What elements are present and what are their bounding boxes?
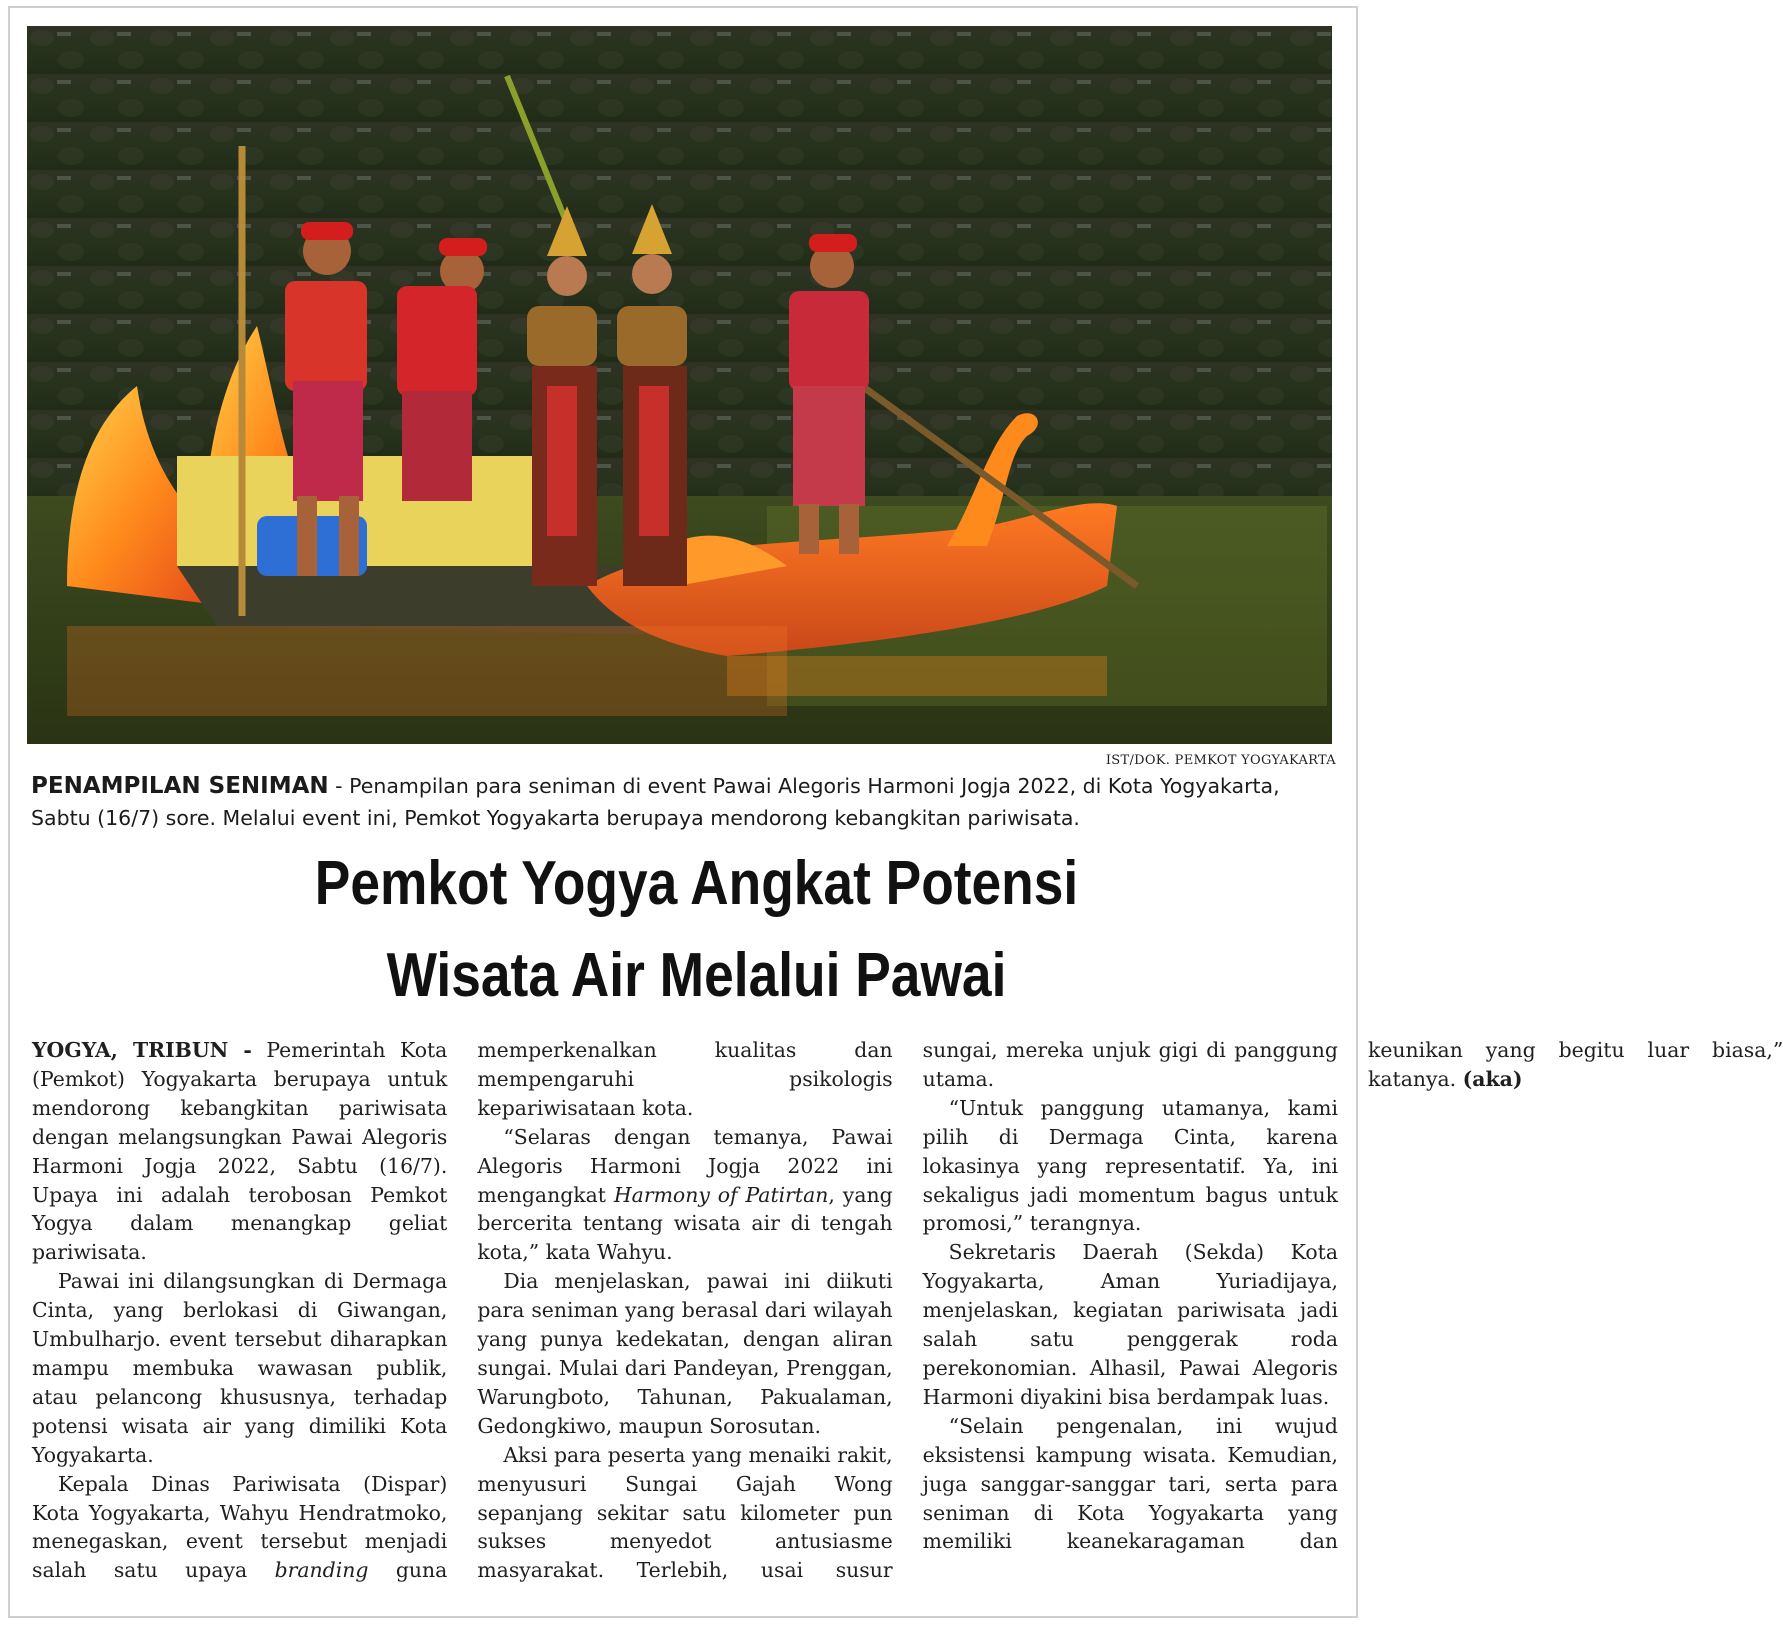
- author-signature: (aka): [1462, 1066, 1523, 1091]
- dateline: YOGYA, TRIBUN -: [32, 1038, 252, 1062]
- article-paragraph: “Selaras dengan temanya, Pawai Alegoris Harmoni Jogja 2022 ini mengangkat Harmony of Patirtan, yang bercerita tentang wisata air di tengah kota,” kata Wahyu.: [477, 1124, 893, 1265]
- article-paragraph: Kepala Dinas Pariwisata (Dispar) Kota Yogyakarta, Wahyu Hendratmoko, menegaskan, event tersebut menjadi salah satu upaya branding guna memperkenalkan kualitas dan mempengaruhi psikologis kepariwisataan kota.: [32, 1038, 893, 1583]
- photo-credit: IST/DOK. PEMKOT YOGYAKARTA: [1105, 753, 1336, 768]
- caption-kicker: PENAMPILAN SENIMAN: [31, 773, 329, 799]
- headline-line-1: Pemkot Yogya Angkat Potensi: [314, 849, 1079, 918]
- headline: [98, 838, 1296, 1022]
- article-paragraph: YOGYA, TRIBUN - Pemerintah Kota (Pemkot) Yogyakarta berupaya untuk mendorong kebangkitan pariwisata dengan melangsungkan Pawai Alegoris Harmoni Jogja 2022, Sabtu (16/7). Upaya ini adalah terobosan Pemkot Yogya dalam menangkap geliat pariwisata.: [32, 1038, 448, 1265]
- news-photo: [27, 26, 1332, 744]
- caption-separator: -: [328, 774, 350, 798]
- caption-text: Penampilan para seniman di event Pawai Alegoris Harmoni Jogja 2022, di Kota Yogyakarta, Sabtu (16/7) sore. Melalui event ini, Pemkot Yogyakarta berupaya mendorong kebangkitan pariwisata.: [31, 774, 1280, 830]
- photo-caption: [31, 770, 1336, 834]
- article-paragraph: Pawai ini dilangsungkan di Dermaga Cinta, yang berlokasi di Giwangan, Umbulharjo. event tersebut diharapkan mampu membuka wawasan publik, atau pelancong khususnya, terhadap potensi wisata air yang dimiliki Kota Yogyakarta.: [32, 1269, 448, 1467]
- boat-performance-illustration: [27, 26, 1332, 744]
- article-paragraph: Aksi para peserta yang menaiki rakit, menyusuri Sungai Gajah Wong sepanjang sekitar satu kilometer pun sukses menyedot antusiasme masyarakat. Terlebih, usai susur sungai, mereka unjuk gigi di panggung utama.: [477, 1038, 1338, 1583]
- article-paragraph: Sekretaris Daerah (Sekda) Kota Yogyakarta, Aman Yuriadijaya, menjelaskan, kegiatan pariwisata jadi salah satu penggerak roda perekonomian. Alhasil, Pawai Alegoris Harmoni diyakini bisa berdampak luas.: [922, 1240, 1338, 1409]
- article-paragraph: Dia menjelaskan, pawai ini diikuti para seniman yang berasal dari wilayah yang punya kedekatan, dengan aliran sungai. Mulai dari Pandeyan, Prenggan, Warungboto, Tahunan, Pakualaman, Gedongkiwo, maupun Sorosutan.: [477, 1269, 893, 1438]
- article-body: [32, 1036, 1783, 1609]
- article-paragraph: “Selain pengenalan, ini wujud eksistensi kampung wisata. Kemudian, juga sanggar-sanggar tari, serta para seniman di Kota Yogyakarta yang memiliki keanekaragaman dan keunikan yang begitu luar biasa,” katanya. (aka): [922, 1038, 1783, 1554]
- headline-line-2: Wisata Air Melalui Pawai: [386, 941, 1007, 1010]
- article-paragraph: “Untuk panggung utamanya, kami pilih di Dermaga Cinta, karena lokasinya yang representatif. Ya, ini sekaligus jadi momentum bagus untuk promosi,” terangnya.: [922, 1095, 1338, 1236]
